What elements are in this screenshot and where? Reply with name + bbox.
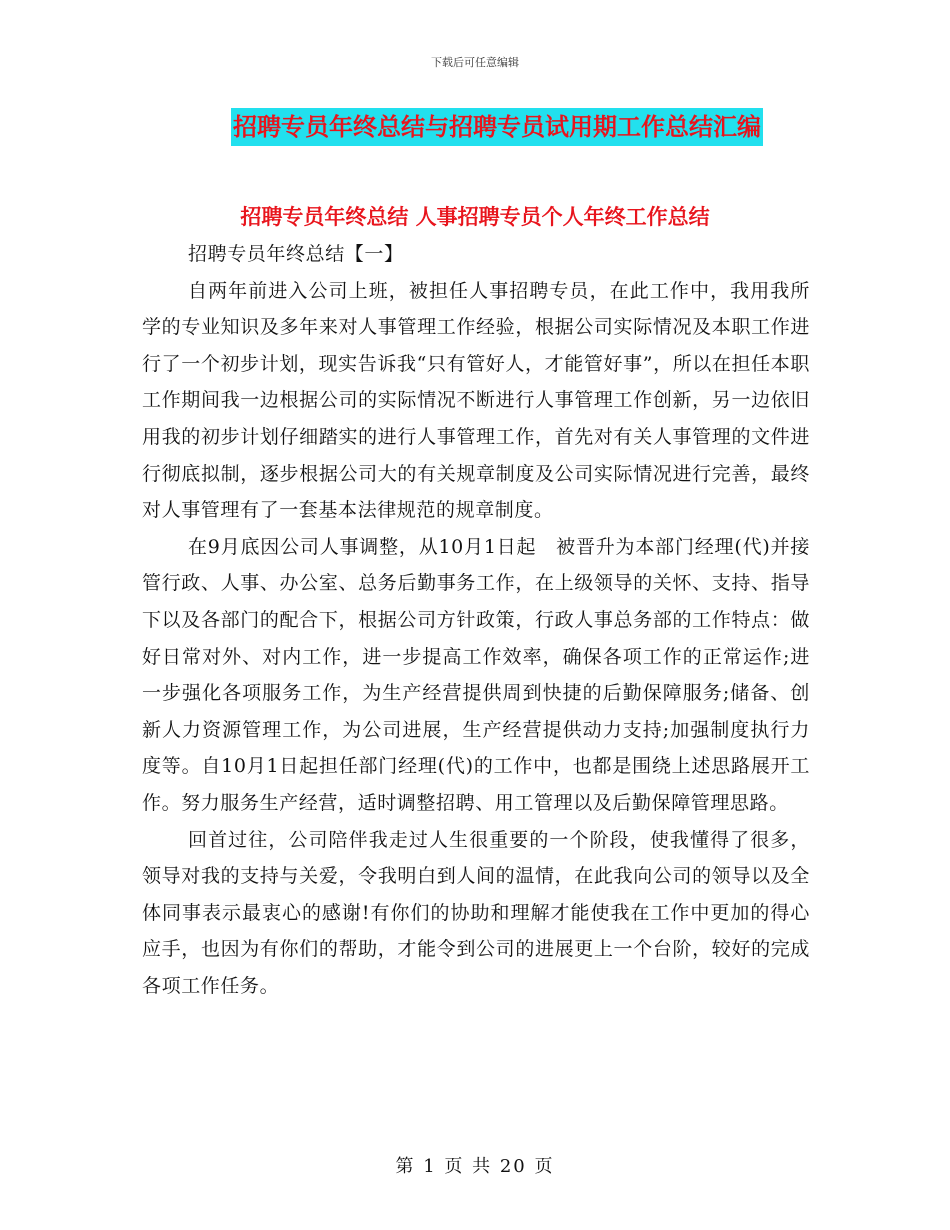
sub-title: 招聘专员年终总结 人事招聘专员个人年终工作总结 [240,205,710,229]
main-title: 招聘专员年终总结与招聘专员试用期工作总结汇编 [231,108,763,146]
paragraph-1: 自两年前进入公司上班，被担任人事招聘专员，在此工作中，我用我所学的专业知识及多年来对人事管理工作经验，根据公司实际情况及本职工作进行了一个初步计划，现实告诉我“只有管好人，才能管好事”，所以在担任本职工作期间我一边根据公司的实际情况不断进行人事管理工作创新，另一边依旧用我的初步计划仔细踏实的进行人事管理工作，首先对有关人事管理的文件进行彻底拟制，逐步根据公司大的有关规章制度及公司实际情况进行完善，最终对人事管理有了一套基本法律规范的规章制度。 [142,279,810,522]
main-title-container [0,108,950,146]
document-body [142,222,810,1004]
paragraph-2: 在9月底因公司人事调整，从10月1日起 被晋升为本部门经理(代)并接管行政、人事、办公室、总务后勤事务工作，在上级领导的关怀、支持、指导下以及各部门的配合下，根据公司方针政策，行政人事总务部的工作特点：做好日常对外、对内工作，进一步提高工作效率，确保各项工作的正常运作;进一步强化各项服务工作，为生产经营提供周到快捷的后勤保障服务;储备、创新人力资源管理工作，为公司进展，生产经营提供动力支持;加强制度执行力度等。自10月1日起担任部门经理(代)的工作中，也都是围绕上述思路展开工作。努力服务生产经营，适时调整招聘、用工管理以及后勤保障管理思路。 [142,535,810,814]
paragraph-3: 回首过往，公司陪伴我走过人生很重要的一个阶段，使我懂得了很多，领导对我的支持与关爱，令我明白到人间的温情，在此我向公司的领导以及全体同事表示最衷心的感谢!有你们的协助和理解才能使我在工作中更加的得心应手，也因为有你们的帮助，才能令到公司的进展更上一个台阶，较好的完成各项工作任务。 [142,828,810,997]
section-label: 招聘专员年终总结【一】 [188,243,404,265]
page-indicator: 第 1 页 共 20 页 [395,1156,555,1177]
header-note: 下载后可任意编辑 [431,56,519,69]
